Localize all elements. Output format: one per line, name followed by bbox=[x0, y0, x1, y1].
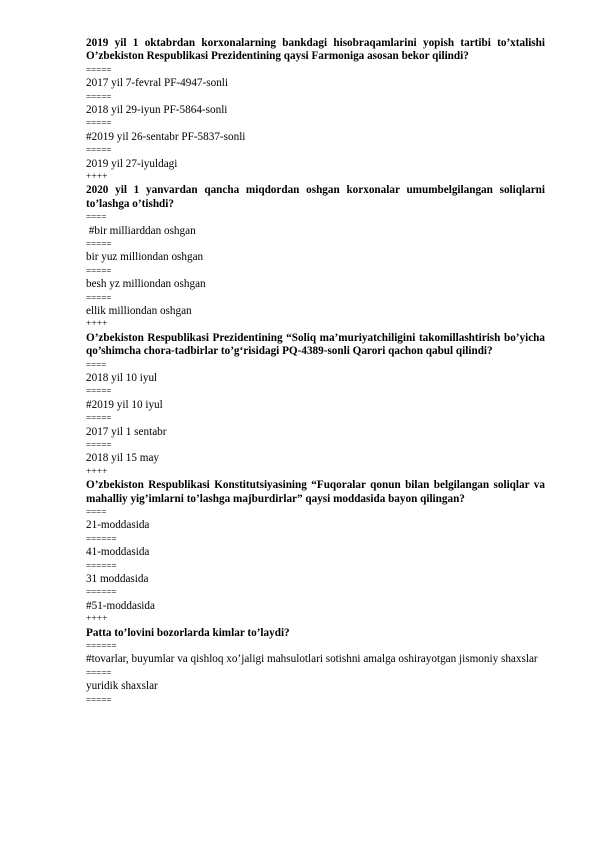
question-5-text: Patta to’lovini bozorlarda kimlar to’laydi? bbox=[86, 626, 290, 639]
question-2-option-a: #bir milliarddan oshgan bbox=[86, 224, 196, 237]
question-4-option-a: 21-moddasida bbox=[86, 519, 150, 532]
question-1-option-c: #2019 yil 26-sentabr PF-5837-sonli bbox=[86, 130, 246, 143]
separator: ===== bbox=[86, 64, 112, 75]
question-3-option-b: #2019 yil 10 iyul bbox=[86, 398, 163, 411]
separator: ====== bbox=[86, 640, 117, 651]
separator: ===== bbox=[86, 667, 112, 678]
question-5-option-a: #tovarlar, buyumlar va qishloq xo’jaligi mahsulotlari sotishni amalga oshirayotgan jismoniy shaxslar bbox=[86, 653, 538, 666]
question-3-option-c: 2017 yil 1 sentabr bbox=[86, 425, 167, 438]
question-end-marker: ++++ bbox=[86, 319, 108, 330]
separator: ===== bbox=[86, 439, 112, 450]
question-1-text: 2019 yil 1 oktabrdan korxonalarning bankdagi hisobraqamlarini yopish tartibi to’xtalishi O’zbekiston Respublikasi Prezidentining qaysi Farmoniga asosan bekor qilindi? bbox=[86, 37, 545, 63]
separator: ===== bbox=[86, 292, 112, 303]
question-end-marker: ++++ bbox=[86, 614, 108, 625]
question-4-text: O’zbekiston Respublikasi Konstitutsiyasining “Fuqoralar qonun bilan belgilangan soliqlar va mahalliy yig’imlarni to’lashga majburdirlar” qaysi moddasida bayon qilingan? bbox=[86, 479, 545, 505]
separator: ==== bbox=[86, 359, 107, 370]
separator: ===== bbox=[86, 386, 112, 397]
question-2-text: 2020 yil 1 yanvardan qancha miqdordan oshgan korxonalar umumbelgilangan soliqlarni to’lashga o’tishdi? bbox=[86, 184, 545, 210]
question-2-option-b: bir yuz milliondan oshgan bbox=[86, 251, 204, 264]
question-1-option-b: 2018 yil 29-iyun PF-5864-sonli bbox=[86, 104, 228, 116]
question-2-option-c: besh yz milliondan oshgan bbox=[86, 278, 206, 291]
separator: ===== bbox=[86, 413, 112, 424]
question-1-option-d: 2019 yil 27-iyuldagi bbox=[86, 157, 178, 170]
question-3-option-d: 2018 yil 15 may bbox=[86, 452, 160, 465]
question-3-text: O’zbekiston Respublikasi Prezidentining “Soliq ma’muriyatchiligini takomillashtirish bo’yicha qo’shimcha chora-tadbirlar to’g‘risidagi PQ-4389-sonli Qarori qachon qabul qilindi? bbox=[86, 331, 545, 358]
separator: ===== bbox=[86, 694, 112, 705]
document-page bbox=[86, 37, 545, 707]
separator: ==== bbox=[86, 212, 107, 223]
separator: ==== bbox=[86, 506, 107, 517]
question-5-option-b: yuridik shaxslar bbox=[86, 680, 158, 693]
question-4-option-b: 41-moddasida bbox=[86, 546, 150, 559]
separator: ====== bbox=[86, 560, 117, 571]
separator: ====== bbox=[86, 587, 117, 598]
separator: ===== bbox=[86, 265, 112, 276]
question-1-option-a: 2017 yil 7-fevral PF-4947-sonli bbox=[86, 77, 229, 90]
question-4-option-c: 31 moddasida bbox=[86, 572, 149, 585]
separator: ===== bbox=[86, 239, 112, 249]
separator: ===== bbox=[86, 118, 112, 129]
question-end-marker: ++++ bbox=[86, 172, 108, 182]
question-4-option-d: #51-moddasida bbox=[86, 599, 155, 612]
separator: ====== bbox=[86, 533, 117, 544]
separator: ===== bbox=[86, 91, 112, 102]
question-end-marker: ++++ bbox=[86, 466, 108, 477]
question-3-option-a: 2018 yil 10 iyul bbox=[86, 371, 158, 384]
separator: ===== bbox=[86, 145, 112, 156]
question-2-option-d: ellik milliondan oshgan bbox=[86, 304, 192, 317]
